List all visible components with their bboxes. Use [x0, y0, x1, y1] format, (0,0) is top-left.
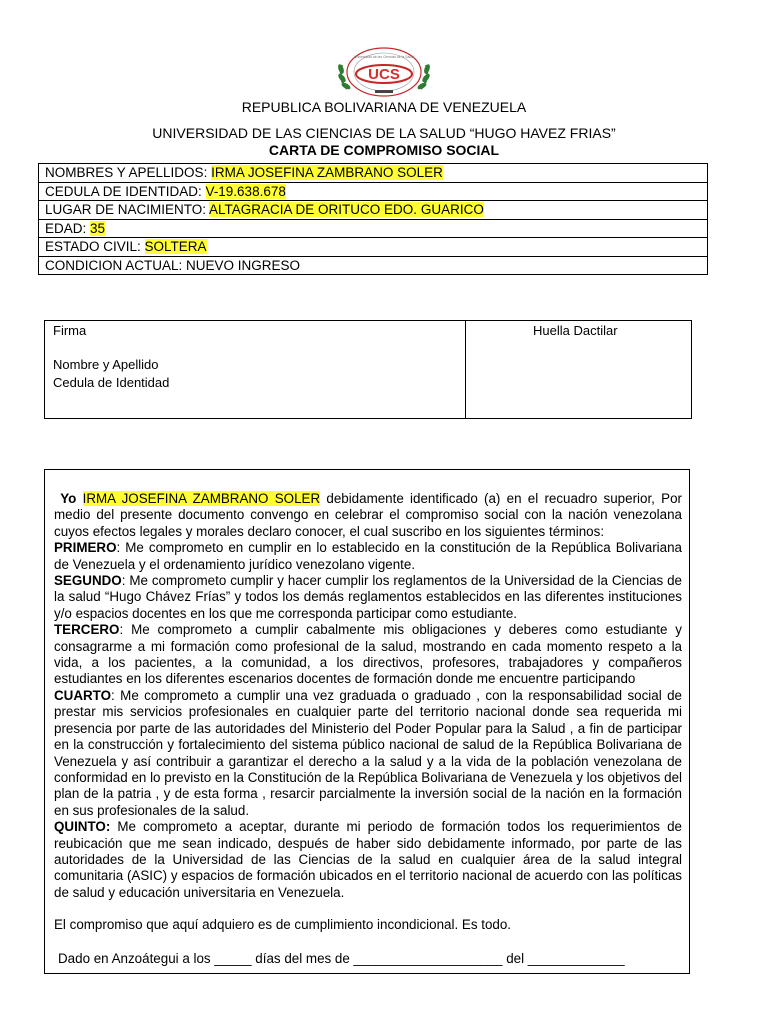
info-row-nombres: NOMBRES Y APELLIDOS: IRMA JOSEFINA ZAMBRANO SOLER	[39, 164, 708, 183]
lugar-value: ALTAGRACIA DE ORITUCO EDO. GUARICO	[209, 202, 484, 218]
svg-text:Universidad de las Ciencias de: Universidad de las Ciencias de la Salud	[354, 55, 414, 59]
commitment-text	[54, 491, 682, 901]
laurel-left-icon	[337, 63, 352, 90]
nombres-value: IRMA JOSEFINA ZAMBRANO SOLER	[211, 165, 443, 181]
info-row-cedula: CEDULA DE IDENTIDAD: V-19.638.678	[39, 182, 708, 201]
huella-label: Huella Dactilar	[533, 323, 618, 338]
intro-paragraph: Yo IRMA JOSEFINA ZAMBRANO SOLER debidamente identificado (a) en el recuadro superior, Por medio del presente documento convengo en celebrar el compromiso social con la nación venezolana cuyos efectos legales y morales declaro conocer, el cual suscribo en los siguientes términos:	[54, 491, 682, 539]
country-heading: REPUBLICA BOLIVARIANA DE VENEZUELA	[241, 99, 527, 115]
nombre-label: Nombre y Apellido	[53, 357, 159, 372]
clause-segundo: SEGUNDO: Me comprometo cumplir y hacer cumplir los reglamentos de la Universidad de la Ciencias de la salud “Hugo Chávez Frías” y todos los demás reglamentos establecidos en las diferentes instituciones y/o espacios docentes en los que me corresponda participar como estudiante.	[54, 573, 682, 621]
dado-line: Dado en Anzoátegui a los _____ días del mes de ____________________ del _____________	[58, 951, 625, 966]
clause-quinto: QUINTO: Me comprometo a aceptar, durante mi periodo de formación todos los requerimientos de reubicación que me sean indicado, después de haber sido debidamente informado, por parte de las autoridades de la Universidad de las Ciencias de la salud en cualquier área de la salud integral comunitaria (ASIC) y espacios de formación ubicados en el territorio nacional de acuerdo con las políticas de salud y educación universitaria en Venezuela.	[54, 819, 682, 900]
estado-value: SOLTERA	[144, 239, 207, 255]
yo-name: IRMA JOSEFINA ZAMBRANO SOLER	[82, 491, 321, 506]
signature-box	[44, 320, 692, 419]
firma-label: Firma	[53, 323, 87, 338]
edad-value: 35	[90, 220, 106, 236]
info-row-condicion: CONDICION ACTUAL: NUEVO INGRESO	[39, 256, 708, 275]
commitment-box	[44, 469, 690, 974]
document-title: CARTA DE COMPROMISO SOCIAL	[268, 142, 500, 158]
university-logo	[333, 45, 435, 99]
student-info-table	[38, 163, 708, 275]
info-row-edad: EDAD: 35	[39, 219, 708, 238]
info-row-estado: ESTADO CIVIL: SOLTERA	[39, 238, 708, 257]
clause-tercero: TERCERO: Me comprometo a cumplir cabalmente mis obligaciones y deberes como estudiante y consagrarme a mi formación como profesional de la salud, mostrando en cada momento respeto a la vida, a los pacientes, a la comunidad, a los directivos, profesores, trabajadores y compañeros estudiantes en los diferentes escenarios docentes de formación donde me encuentre participando	[54, 622, 682, 687]
cedula-value: V-19.638.678	[205, 183, 286, 199]
clause-cuarto: CUARTO: Me comprometo a cumplir una vez graduada o graduado , con la responsabilidad social de prestar mis servicios profesionales en cualquier parte del territorio nacional donde sea requerida mi presencia por parte de las autoridades del Ministerio del Poder Popular para la Salud , a fin de participar en la construcción y fortalecimiento del sistema público nacional de salud de la República Bolivariana de Venezuela y así contribuir a garantizar el derecho a la salud y a la vida de la población venezolana de conformidad en lo previsto en la Constitución de la República Bolivariana de Venezuela y los objetivos del plan de la patria , y de esta forma , resarcir parcialmente la inversión social de la nación en la formación en sus profesionales de la salud.	[54, 687, 682, 818]
clause-primero: PRIMERO: Me comprometo en cumplir en lo establecido en la constitución de la República Bolivariana de Venezuela y el ordenamiento jurídico venezolano vigente.	[54, 540, 682, 572]
svg-text:UCS: UCS	[368, 66, 400, 83]
laurel-right-icon	[416, 63, 431, 90]
cedula-label: Cedula de Identidad	[53, 375, 170, 390]
university-heading: UNIVERSIDAD DE LAS CIENCIAS DE LA SALUD “HUGO HAVEZ FRIAS”	[152, 125, 616, 141]
closing-statement: El compromiso que aquí adquiero es de cumplimiento incondicional. Es todo.	[54, 917, 512, 932]
signature-divider	[465, 321, 466, 418]
info-row-lugar: LUGAR DE NACIMIENTO: ALTAGRACIA DE ORITUCO EDO. GUARICO	[39, 201, 708, 220]
